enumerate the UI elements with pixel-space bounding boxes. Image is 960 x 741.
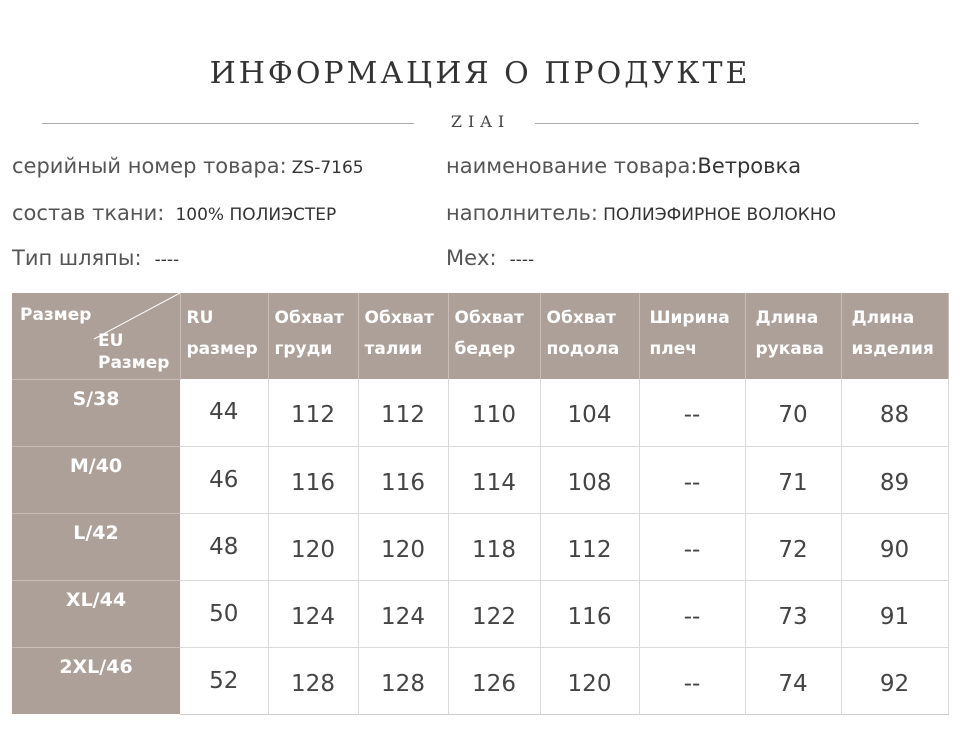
hat-value: ----: [154, 250, 180, 270]
table-cell: 104: [540, 379, 639, 446]
brand-name: ZIAI: [450, 112, 511, 131]
table-cell: 114: [448, 446, 540, 513]
table-cell: --: [639, 379, 745, 446]
table-cell: 112: [540, 513, 639, 580]
table-cell: 120: [358, 513, 448, 580]
table-row: [12, 513, 948, 580]
table-cell: 50: [180, 580, 268, 647]
header-waist: Обхват талии: [358, 293, 448, 379]
table-cell: 46: [180, 446, 268, 513]
fabric-label: состав ткани:: [12, 201, 165, 225]
table-cell: 116: [358, 446, 448, 513]
table-cell: 128: [268, 647, 358, 714]
table-cell: --: [639, 647, 745, 714]
fur-label: Мех:: [446, 246, 497, 270]
info-fabric: [12, 201, 336, 225]
info-name: [446, 154, 801, 178]
header-hem: Обхват подола: [540, 293, 639, 379]
info-filler: [446, 201, 836, 225]
table-cell: 120: [268, 513, 358, 580]
table-cell: 124: [268, 580, 358, 647]
table-row: [12, 580, 948, 647]
fur-value: ----: [509, 250, 535, 270]
divider-line-right: [535, 123, 919, 124]
hat-label: Тип шляпы:: [12, 246, 142, 270]
size-table: [12, 293, 949, 715]
table-row: [12, 379, 948, 446]
header-length: Длина изделия: [841, 293, 948, 379]
filler-label: наполнитель:: [446, 201, 599, 225]
table-row: [12, 647, 948, 714]
table-cell: 44: [180, 379, 268, 446]
table-cell: 122: [448, 580, 540, 647]
table-cell: 120: [540, 647, 639, 714]
name-value: Ветровка: [697, 154, 802, 178]
name-label: наименование товара:: [446, 154, 698, 178]
table-cell: 73: [745, 580, 841, 647]
table-cell: 72: [745, 513, 841, 580]
table-cell: --: [639, 513, 745, 580]
table-cell: 52: [180, 647, 268, 714]
table-cell: 108: [540, 446, 639, 513]
corner-bottom-label-1: EU: [98, 331, 124, 351]
table-cell: 116: [540, 580, 639, 647]
header-corner: [12, 293, 180, 379]
corner-top-label: Размер: [20, 305, 92, 325]
table-cell: --: [639, 446, 745, 513]
table-cell: 118: [448, 513, 540, 580]
size-label: 2XL/46: [12, 647, 180, 714]
header-hips: Обхват бедер: [448, 293, 540, 379]
table-cell: 70: [745, 379, 841, 446]
table-cell: 74: [745, 647, 841, 714]
table-cell: 124: [358, 580, 448, 647]
size-label: XL/44: [12, 580, 180, 647]
size-label: S/38: [12, 379, 180, 446]
table-cell: 90: [841, 513, 948, 580]
table-cell: 71: [745, 446, 841, 513]
info-hat: [12, 246, 179, 270]
table-cell: 112: [358, 379, 448, 446]
table-cell: 92: [841, 647, 948, 714]
table-cell: 128: [358, 647, 448, 714]
table-cell: 48: [180, 513, 268, 580]
serial-label: серийный номер товара:: [12, 154, 287, 178]
table-cell: 110: [448, 379, 540, 446]
corner-bottom-label-2: Размер: [98, 353, 170, 373]
table-row: [12, 446, 948, 513]
brand-divider: [42, 112, 919, 136]
page-title: ИНФОРМАЦИЯ О ПРОДУКТЕ: [209, 56, 751, 91]
table-header-row: [12, 293, 948, 379]
info-serial: [12, 154, 364, 178]
header-chest: Обхват груди: [268, 293, 358, 379]
table-cell: --: [639, 580, 745, 647]
header-shoulder: Ширина плеч: [639, 293, 745, 379]
table-cell: 116: [268, 446, 358, 513]
table-cell: 89: [841, 446, 948, 513]
info-fur: [446, 246, 534, 270]
table-cell: 112: [268, 379, 358, 446]
size-label: M/40: [12, 446, 180, 513]
fabric-value: 100% ПОЛИЭСТЕР: [175, 205, 337, 225]
table-cell: 88: [841, 379, 948, 446]
table-cell: 91: [841, 580, 948, 647]
header-ru-size: RU размер: [180, 293, 268, 379]
header-sleeve: Длина рукава: [745, 293, 841, 379]
serial-value: ZS-7165: [291, 158, 364, 178]
size-label: L/42: [12, 513, 180, 580]
filler-value: ПОЛИЭФИРНОЕ ВОЛОКНО: [603, 205, 836, 225]
table-cell: 126: [448, 647, 540, 714]
